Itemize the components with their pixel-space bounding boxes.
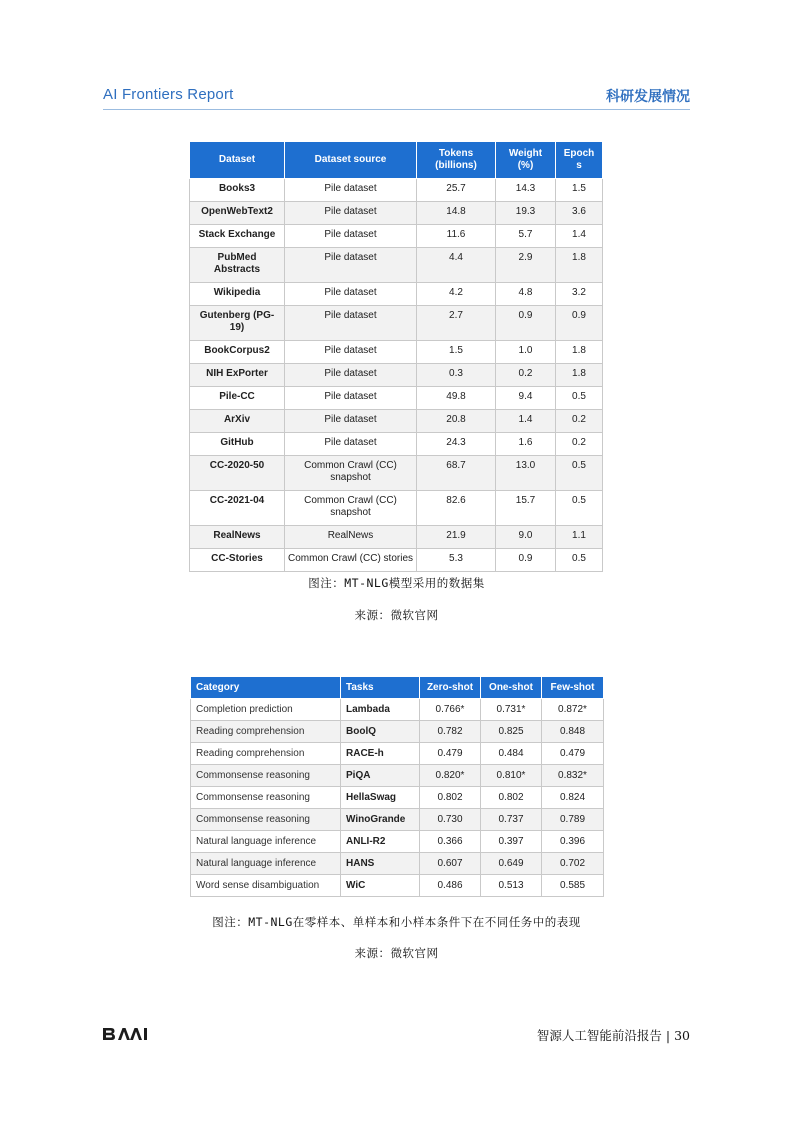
caption-datasets: 图注：MT-NLG模型采用的数据集 — [308, 576, 485, 590]
cell-source: Pile dataset — [285, 433, 417, 456]
cell-weight: 1.6 — [496, 433, 556, 456]
cell-dataset: Gutenberg (PG- 19) — [190, 306, 285, 341]
col-weight — [496, 142, 556, 179]
cell-one-shot: 0.484 — [481, 743, 542, 765]
cell-weight: 1.4 — [496, 410, 556, 433]
cell-tokens: 1.5 — [417, 341, 496, 364]
cell-source: Pile dataset — [285, 179, 417, 202]
cell-few-shot: 0.832* — [542, 765, 604, 787]
cell-zero-shot: 0.730 — [420, 809, 481, 831]
cell-source: Pile dataset — [285, 364, 417, 387]
cell-weight: 0.2 — [496, 364, 556, 387]
cell-tokens: 82.6 — [417, 491, 496, 526]
col-category: Category — [191, 677, 341, 699]
dataset-row — [190, 248, 603, 283]
cell-epochs: 1.1 — [556, 526, 603, 549]
cell-zero-shot: 0.766* — [420, 699, 481, 721]
cell-zero-shot: 0.479 — [420, 743, 481, 765]
cell-category: Reading comprehension — [191, 721, 341, 743]
footer — [537, 1026, 690, 1044]
cell-source: Pile dataset — [285, 283, 417, 306]
col-few-shot: Few-shot — [542, 677, 604, 699]
cell-source: RealNews — [285, 526, 417, 549]
dataset-row — [190, 179, 603, 202]
cell-one-shot: 0.513 — [481, 875, 542, 897]
cell-category: Reading comprehension — [191, 743, 341, 765]
cell-tokens: 24.3 — [417, 433, 496, 456]
cell-dataset: NIH ExPorter — [190, 364, 285, 387]
cell-weight: 14.3 — [496, 179, 556, 202]
cell-weight: 1.0 — [496, 341, 556, 364]
dataset-row — [190, 491, 603, 526]
results-table — [190, 676, 604, 897]
cell-source: Common Crawl (CC) snapshot — [285, 491, 417, 526]
cell-dataset: Wikipedia — [190, 283, 285, 306]
cell-weight: 2.9 — [496, 248, 556, 283]
dataset-row — [190, 202, 603, 225]
results-row — [191, 721, 604, 743]
cell-tokens: 0.3 — [417, 364, 496, 387]
cell-epochs: 1.8 — [556, 364, 603, 387]
cell-tokens: 11.6 — [417, 225, 496, 248]
cell-tokens: 21.9 — [417, 526, 496, 549]
cell-one-shot: 0.825 — [481, 721, 542, 743]
results-row — [191, 743, 604, 765]
col-weight-label: Weight (%) — [508, 148, 543, 171]
cell-zero-shot: 0.782 — [420, 721, 481, 743]
cell-epochs: 0.5 — [556, 491, 603, 526]
col-one-shot: One-shot — [481, 677, 542, 699]
results-row — [191, 853, 604, 875]
dataset-row — [190, 410, 603, 433]
dataset-row — [190, 549, 603, 572]
cell-dataset: CC-2020-50 — [190, 456, 285, 491]
results-row — [191, 809, 604, 831]
cell-few-shot: 0.848 — [542, 721, 604, 743]
footer-report-title: 智源人工智能前沿报告 — [536, 1028, 662, 1043]
cell-category: Commonsense reasoning — [191, 787, 341, 809]
cell-category: Natural language inference — [191, 853, 341, 875]
cell-tokens: 4.4 — [417, 248, 496, 283]
results-row — [191, 765, 604, 787]
cell-source: Pile dataset — [285, 341, 417, 364]
cell-epochs: 1.5 — [556, 179, 603, 202]
cell-zero-shot: 0.607 — [420, 853, 481, 875]
cell-task: BoolQ — [341, 721, 420, 743]
cell-weight: 0.9 — [496, 549, 556, 572]
cell-tokens: 25.7 — [417, 179, 496, 202]
dataset-row — [190, 306, 603, 341]
results-row — [191, 831, 604, 853]
cell-weight: 13.0 — [496, 456, 556, 491]
cell-dataset: Pile-CC — [190, 387, 285, 410]
cell-weight: 9.4 — [496, 387, 556, 410]
cell-source: Pile dataset — [285, 248, 417, 283]
cell-one-shot: 0.810* — [481, 765, 542, 787]
cell-few-shot: 0.585 — [542, 875, 604, 897]
cell-dataset: OpenWebText2 — [190, 202, 285, 225]
cell-category: Word sense disambiguation — [191, 875, 341, 897]
col-epochs-label: Epoch s — [563, 148, 595, 171]
cell-task: Lambada — [341, 699, 420, 721]
cell-tokens: 20.8 — [417, 410, 496, 433]
col-tokens — [417, 142, 496, 179]
cell-weight: 19.3 — [496, 202, 556, 225]
cell-dataset: RealNews — [190, 526, 285, 549]
cell-epochs: 0.5 — [556, 456, 603, 491]
cell-epochs: 0.5 — [556, 387, 603, 410]
results-row — [191, 875, 604, 897]
cell-task: HellaSwag — [341, 787, 420, 809]
cell-task: ANLI-R2 — [341, 831, 420, 853]
cell-task: WinoGrande — [341, 809, 420, 831]
cell-category: Completion prediction — [191, 699, 341, 721]
cell-epochs: 0.2 — [556, 433, 603, 456]
cell-category: Natural language inference — [191, 831, 341, 853]
header-divider — [103, 109, 690, 110]
results-row — [191, 787, 604, 809]
cell-epochs: 0.5 — [556, 549, 603, 572]
dataset-row — [190, 364, 603, 387]
baai-logo-icon — [103, 1027, 149, 1041]
cell-few-shot: 0.396 — [542, 831, 604, 853]
cell-tokens: 68.7 — [417, 456, 496, 491]
footer-separator: | — [665, 1028, 671, 1043]
cell-epochs: 1.8 — [556, 341, 603, 364]
cell-weight: 0.9 — [496, 306, 556, 341]
section-title: 科研发展情况 — [606, 89, 690, 105]
source-datasets: 来源：微软官网 — [354, 608, 439, 622]
cell-dataset: CC-2021-04 — [190, 491, 285, 526]
cell-tokens: 2.7 — [417, 306, 496, 341]
col-tasks: Tasks — [341, 677, 420, 699]
cell-one-shot: 0.397 — [481, 831, 542, 853]
report-title-en: AI Frontiers Report — [103, 86, 234, 103]
col-epochs — [556, 142, 603, 179]
col-dataset: Dataset — [190, 142, 285, 179]
cell-source: Pile dataset — [285, 225, 417, 248]
dataset-row — [190, 283, 603, 306]
source-results: 来源：微软官网 — [354, 946, 439, 960]
cell-zero-shot: 0.486 — [420, 875, 481, 897]
cell-zero-shot: 0.366 — [420, 831, 481, 853]
cell-tokens: 4.2 — [417, 283, 496, 306]
cell-weight: 15.7 — [496, 491, 556, 526]
cell-source: Common Crawl (CC) stories — [285, 549, 417, 572]
cell-few-shot: 0.872* — [542, 699, 604, 721]
cell-epochs: 1.4 — [556, 225, 603, 248]
results-table-header — [191, 677, 604, 699]
cell-source: Pile dataset — [285, 387, 417, 410]
cell-few-shot: 0.479 — [542, 743, 604, 765]
caption-results: 图注：MT-NLG在零样本、单样本和小样本条件下在不同任务中的表现 — [212, 915, 581, 929]
cell-source: Common Crawl (CC) snapshot — [285, 456, 417, 491]
cell-category: Commonsense reasoning — [191, 765, 341, 787]
cell-zero-shot: 0.802 — [420, 787, 481, 809]
cell-task: PiQA — [341, 765, 420, 787]
col-tokens-label: Tokens (billions) — [435, 148, 477, 171]
dataset-row — [190, 225, 603, 248]
cell-few-shot: 0.824 — [542, 787, 604, 809]
cell-few-shot: 0.702 — [542, 853, 604, 875]
cell-tokens: 5.3 — [417, 549, 496, 572]
cell-dataset: GitHub — [190, 433, 285, 456]
cell-dataset: PubMed Abstracts — [190, 248, 285, 283]
cell-dataset: Books3 — [190, 179, 285, 202]
col-zero-shot: Zero-shot — [420, 677, 481, 699]
cell-weight: 4.8 — [496, 283, 556, 306]
cell-task: RACE-h — [341, 743, 420, 765]
dataset-row — [190, 387, 603, 410]
cell-tokens: 49.8 — [417, 387, 496, 410]
cell-tokens: 14.8 — [417, 202, 496, 225]
cell-dataset: ArXiv — [190, 410, 285, 433]
cell-one-shot: 0.649 — [481, 853, 542, 875]
cell-weight: 9.0 — [496, 526, 556, 549]
dataset-table-header — [190, 142, 603, 179]
cell-epochs: 1.8 — [556, 248, 603, 283]
cell-epochs: 3.6 — [556, 202, 603, 225]
dataset-row — [190, 526, 603, 549]
col-dataset-source: Dataset source — [285, 142, 417, 179]
cell-epochs: 0.2 — [556, 410, 603, 433]
page-number: 30 — [674, 1028, 690, 1043]
dataset-row — [190, 456, 603, 491]
cell-one-shot: 0.802 — [481, 787, 542, 809]
dataset-row — [190, 341, 603, 364]
cell-epochs: 0.9 — [556, 306, 603, 341]
cell-task: WiC — [341, 875, 420, 897]
cell-task: HANS — [341, 853, 420, 875]
baai-logo — [103, 1026, 149, 1045]
cell-one-shot: 0.731* — [481, 699, 542, 721]
cell-few-shot: 0.789 — [542, 809, 604, 831]
cell-weight: 5.7 — [496, 225, 556, 248]
cell-source: Pile dataset — [285, 306, 417, 341]
dataset-table — [189, 141, 603, 572]
cell-source: Pile dataset — [285, 410, 417, 433]
cell-dataset: BookCorpus2 — [190, 341, 285, 364]
cell-zero-shot: 0.820* — [420, 765, 481, 787]
cell-source: Pile dataset — [285, 202, 417, 225]
cell-dataset: Stack Exchange — [190, 225, 285, 248]
cell-category: Commonsense reasoning — [191, 809, 341, 831]
dataset-row — [190, 433, 603, 456]
results-row — [191, 699, 604, 721]
cell-dataset: CC-Stories — [190, 549, 285, 572]
cell-one-shot: 0.737 — [481, 809, 542, 831]
cell-epochs: 3.2 — [556, 283, 603, 306]
